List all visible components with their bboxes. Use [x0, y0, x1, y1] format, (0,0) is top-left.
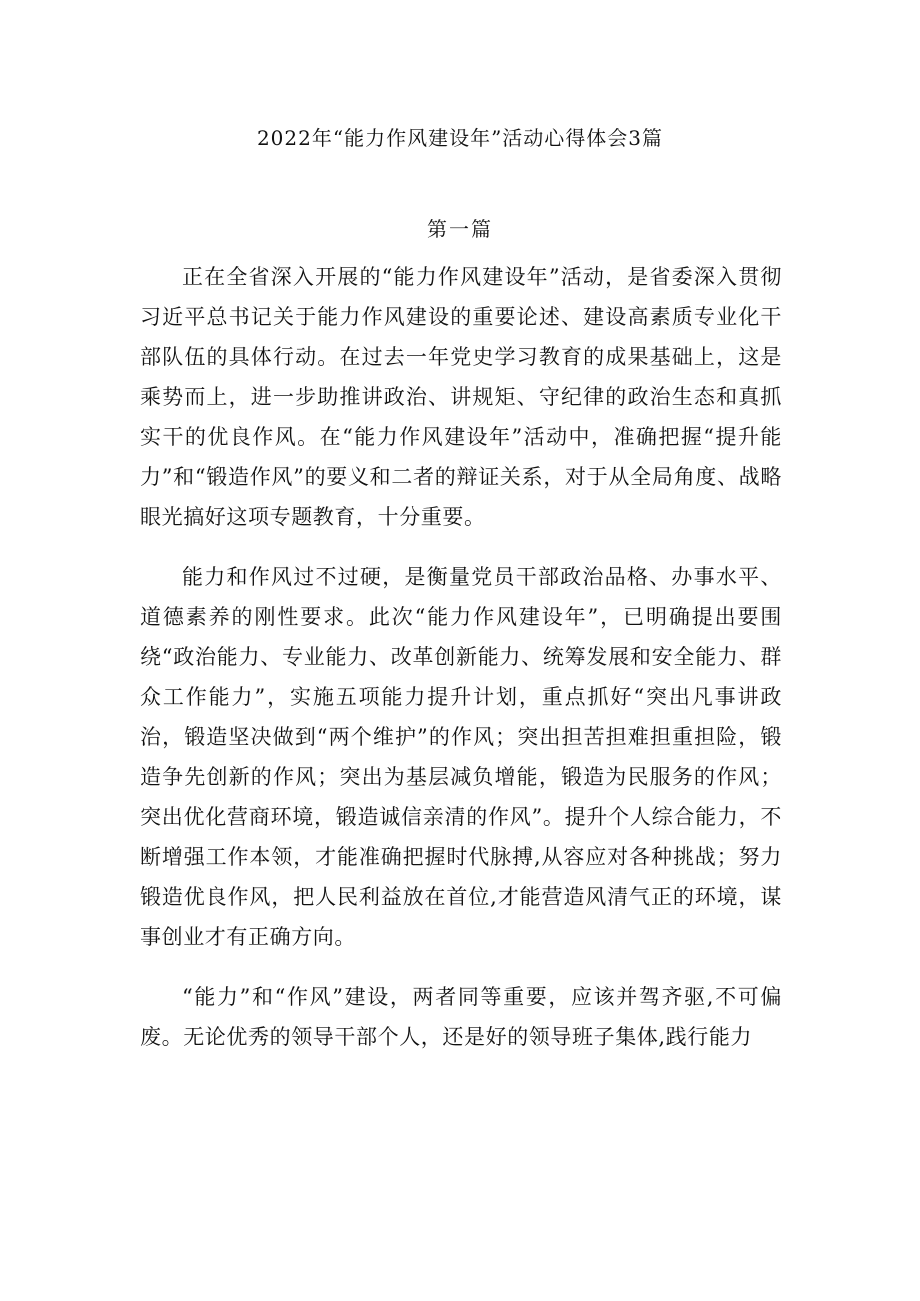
paragraph-2: 能力和作风过不过硬，是衡量党员干部政治品格、办事水平、道德素养的刚性要求。此次“能力作风建设年”，已明确提出要围绕“政治能力、专业能力、改革创新能力、统筹发展和安全能力、群众工作能力”，实施五项能力提升计划，重点抓好“突出凡事讲政治，锻造坚决做到“两个维护”的作风；突出担苦担难担重担险，锻造争先创新的作风；突出为基层减负增能，锻造为民服务的作风；突出优化营商环境，锻造诚信亲清的作风”。提升个人综合能力，不断增强工作本领，才能准确把握时代脉搏,从容应对各种挑战；努力锻造优良作风，把人民利益放在首位,才能营造风清气正的环境，谋事创业才有正确方向。 — [140, 565, 782, 949]
paragraph-3: “能力”和“作风”建设，两者同等重要，应该并驾齐驱,不可偏废。无论优秀的领导干部个人，还是好的领导班子集体,践行能力 — [140, 985, 782, 1049]
body-text — [140, 257, 782, 1077]
document-title: 2022年“能力作风建设年”活动心得体会3篇 — [256, 126, 664, 150]
section-heading: 第一篇 — [427, 217, 493, 241]
paragraph-1: 正在全省深入开展的“能力作风建设年”活动，是省委深入贯彻习近平总书记关于能力作风建设的重要论述、建设高素质专业化干部队伍的具体行动。在过去一年党史学习教育的成果基础上，这是乘势而上，进一步助推讲政治、讲规矩、守纪律的政治生态和真抓实干的优良作风。在“能力作风建设年”活动中，准确把握“提升能力”和“锻造作风”的要义和二者的辩证关系，对于从全局角度、战略眼光搞好这项专题教育，十分重要。 — [140, 265, 782, 529]
